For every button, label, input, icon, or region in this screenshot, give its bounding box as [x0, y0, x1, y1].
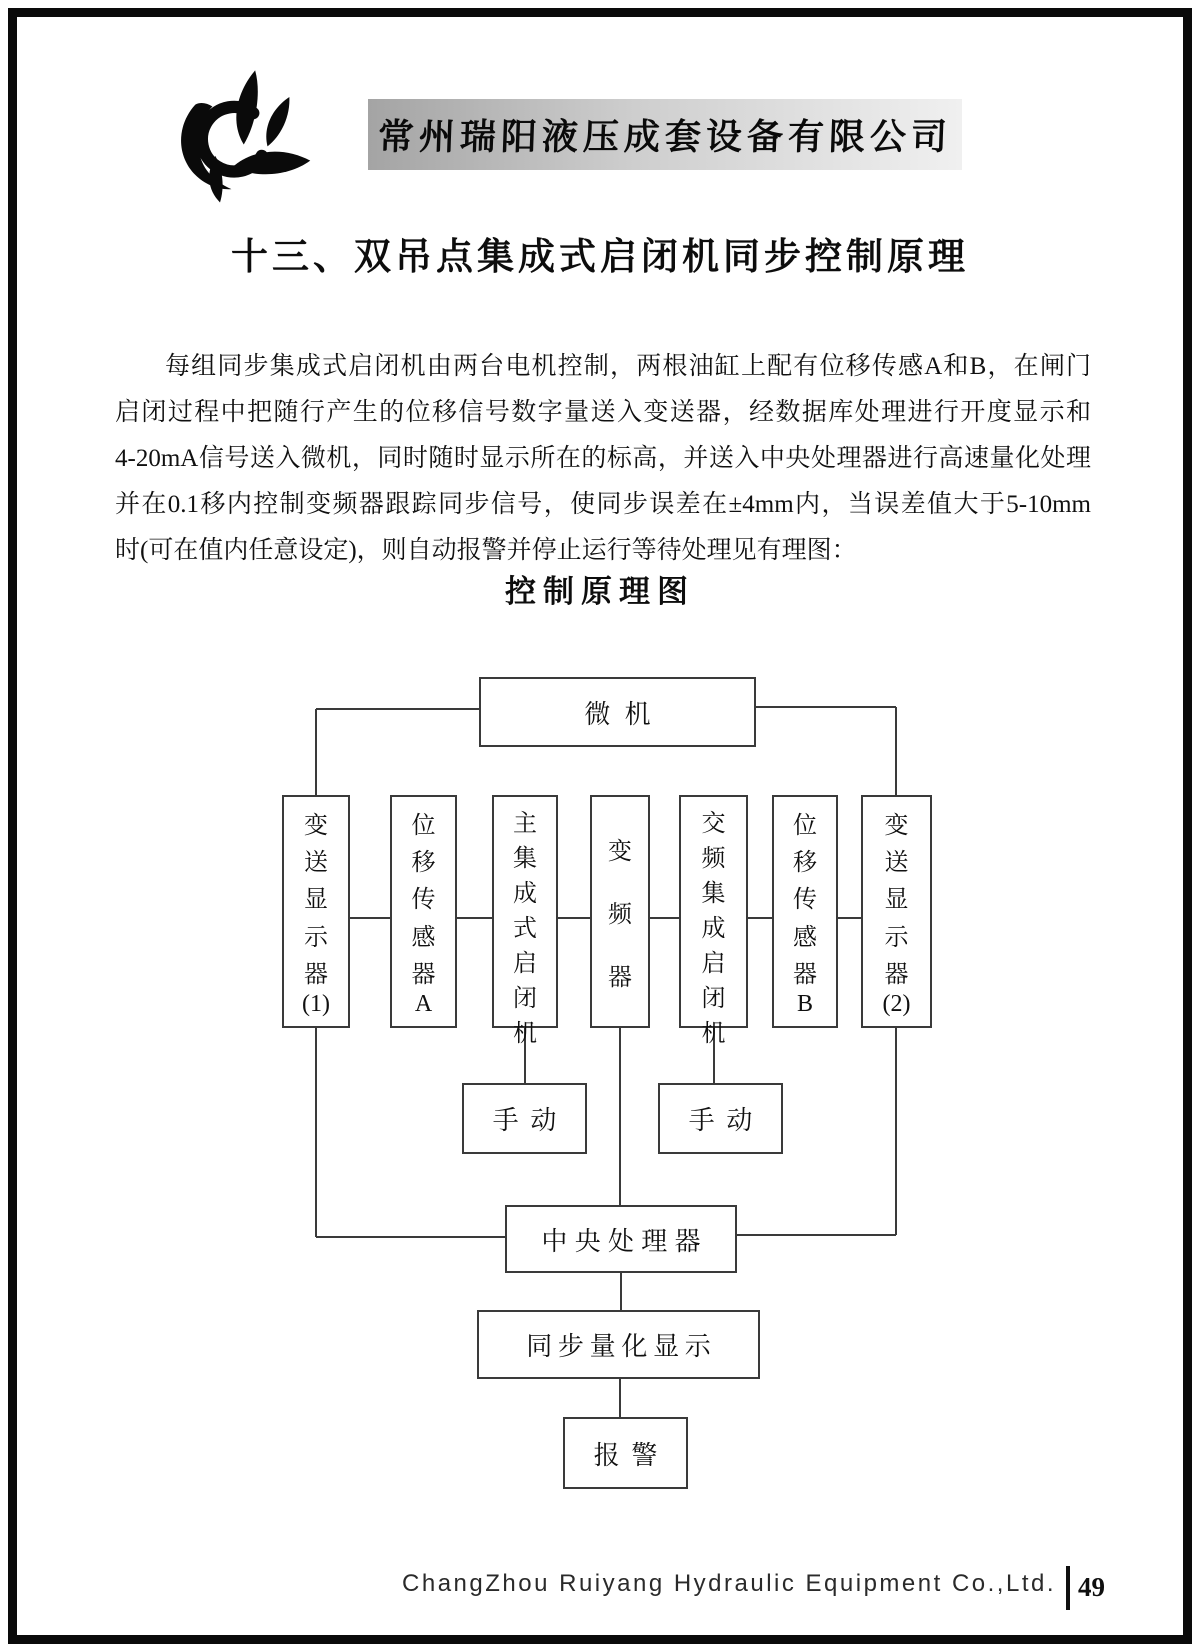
node-alarm: 报警: [563, 1417, 688, 1489]
paragraph-line-2: 启闭过程中把随行产生的位移信号数字量送入变送器，经数据库处理进行开度显示和: [115, 399, 1091, 426]
node-main-integrated-hoist: 主 集 成 式 启 闭 机: [492, 795, 558, 1028]
node-computer: 微机: [479, 677, 756, 747]
body-paragraph: [115, 344, 1091, 574]
company-logo-icon: [163, 64, 315, 206]
company-name-cn: 常州瑞阳液压成套设备有限公司: [377, 117, 953, 157]
paragraph-line-4: 并在0.1移内控制变频器跟踪同步信号，使同步误差在±4mm内，当误差值大于5-10mm: [115, 491, 1091, 518]
footer-company-name: ChangZhou Ruiyang Hydraulic Equipment Co.,Ltd.: [402, 1570, 1056, 1597]
section-title: 十三、双吊点集成式启闭机同步控制原理: [231, 236, 969, 277]
node-transmitter-display-2: 变 送 显 示 器 (2): [861, 795, 932, 1028]
paragraph-line-1: 每组同步集成式启闭机由两台电机控制，两根油缸上配有位移传感A和B，在闸门: [165, 353, 1091, 380]
node-manual-left: 手动: [462, 1083, 587, 1154]
node-displacement-sensor-b: 位 移 传 感 器 B: [772, 795, 838, 1028]
footer-divider: [1066, 1566, 1070, 1610]
paragraph-line-5: 时(可在值内任意设定)，则自动报警并停止运行等待处理见有理图：: [115, 537, 857, 564]
node-vf-integrated-hoist: 交 频 集 成 启 闭 机: [679, 795, 748, 1028]
node-manual-right: 手动: [658, 1083, 783, 1154]
node-displacement-sensor-a: 位 移 传 感 器 A: [390, 795, 457, 1028]
company-banner: [368, 99, 962, 170]
node-frequency-converter: 变 频 器: [590, 795, 650, 1028]
diagram-title: 控制原理图: [505, 574, 695, 609]
node-sync-display: 同步量化显示: [477, 1310, 760, 1379]
paragraph-line-3: 4-20mA信号送入微机，同时随时显示所在的标高，并送入中央处理器进行高速量化处理: [115, 445, 1091, 472]
page-number: 49: [1078, 1572, 1105, 1602]
node-cpu: 中央处理器: [505, 1205, 737, 1273]
node-transmitter-display-1: 变 送 显 示 器 (1): [282, 795, 350, 1028]
